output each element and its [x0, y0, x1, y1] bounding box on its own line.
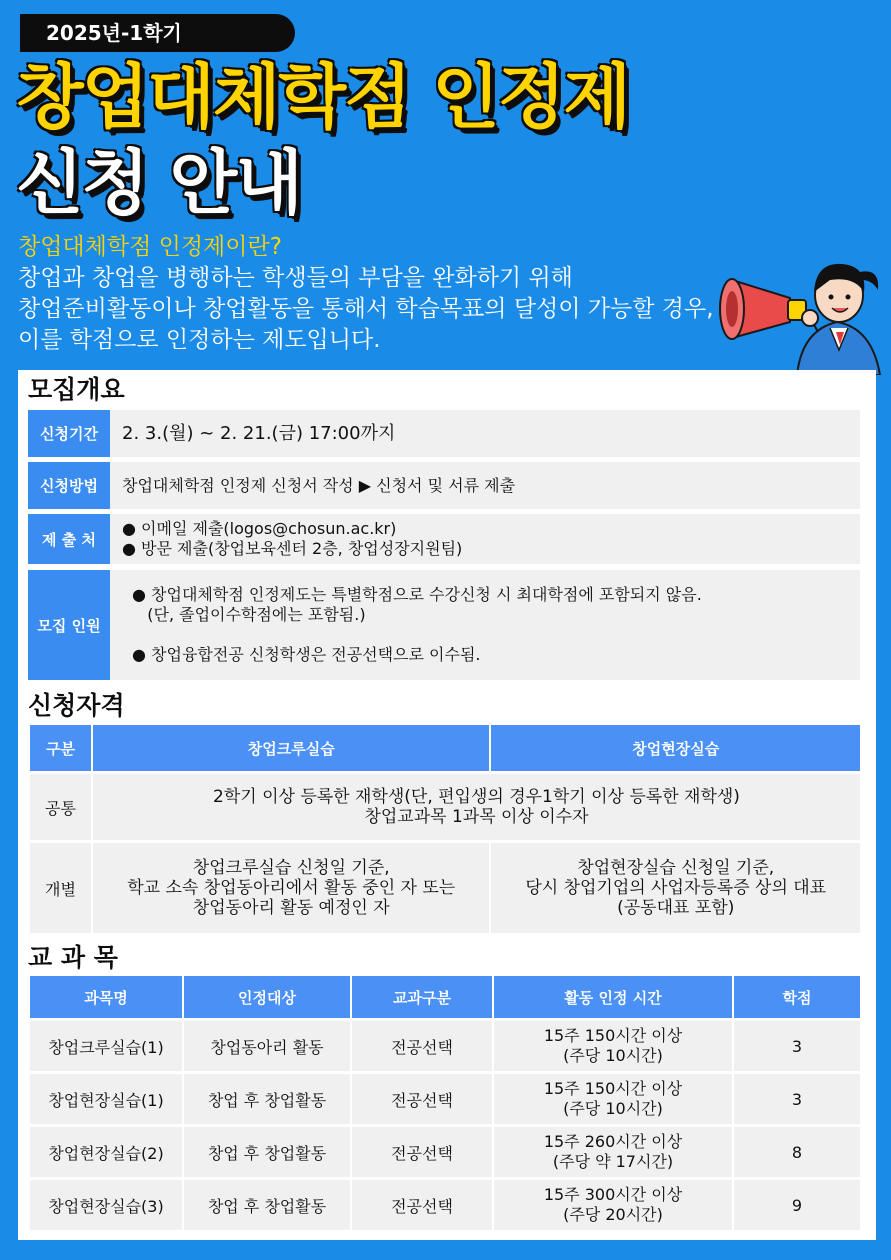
- recruit-text: 2. 3.(월) ~ 2. 21.(금) 17:00까지: [122, 422, 396, 444]
- course-name: 창업현장실습(1): [30, 1074, 182, 1124]
- cell-text: 15주 260시간 이상: [543, 1132, 683, 1151]
- recruit-row-label: 제 출 처: [28, 514, 110, 564]
- cell-text: 당시 창업기업의 사업자등록증 상의 대표: [525, 878, 827, 898]
- course-credit: 8: [734, 1127, 860, 1177]
- cell-text: (주당 10시간): [563, 1099, 663, 1118]
- recruit-row-period: [28, 410, 860, 457]
- intro-line: 창업준비활동이나 창업활동을 통해서 학습목표의 달성이 가능할 경우,: [18, 296, 714, 322]
- recruit-row-label: 모집 인원: [28, 570, 110, 680]
- field-requirement: [491, 843, 860, 933]
- table-row: [30, 1127, 860, 1177]
- table-header: 교과구분: [352, 976, 492, 1018]
- course-name: 창업현장실습(2): [30, 1127, 182, 1177]
- recruit-heading: 모집개요: [28, 375, 125, 404]
- table-header: 활동 인정 시간: [494, 976, 732, 1018]
- common-requirement: [93, 774, 860, 840]
- course-category: 전공선택: [352, 1074, 492, 1124]
- table-header: 인정대상: [184, 976, 350, 1018]
- recruit-row-value: [122, 514, 462, 564]
- course-name: 창업크루실습(1): [30, 1021, 182, 1071]
- page-title: 창업대체학점 인정제: [16, 56, 629, 138]
- page-subtitle: 신청 안내: [16, 142, 301, 224]
- course-hours: [494, 1180, 732, 1230]
- courses-heading: 교 과 목: [28, 943, 118, 972]
- recruit-row-submission: [28, 514, 860, 564]
- intro-line: 이를 학점으로 인정하는 제도입니다.: [18, 327, 381, 353]
- recruit-row-label: 신청방법: [28, 462, 110, 509]
- recruit-text: ● 이메일 제출(logos@chosun.ac.kr): [122, 519, 397, 538]
- course-category: 전공선택: [352, 1021, 492, 1071]
- row-label: 공통: [30, 774, 91, 840]
- cell-text: 15주 300시간 이상: [543, 1185, 683, 1204]
- recruit-row-capacity: [28, 570, 860, 680]
- cell-text: 2학기 이상 등록한 재학생(단, 편입생의 경우1학기 이상 등록한 재학생): [213, 787, 740, 807]
- course-target: 창업동아리 활동: [184, 1021, 350, 1071]
- course-hours: [494, 1021, 732, 1071]
- cell-text: 창업크루실습 신청일 기준,: [192, 858, 390, 878]
- table-row: [30, 1074, 860, 1124]
- recruit-text: ● 창업융합전공 신청학생은 전공선택으로 이수됨.: [132, 645, 481, 664]
- recruit-text: ● 창업대체학점 인정제도는 특별학점으로 수강신청 시 최대학점에 포함되지 않음.: [132, 585, 702, 604]
- row-label: 개별: [30, 843, 91, 933]
- cell-text: 15주 150시간 이상: [543, 1079, 683, 1098]
- cell-text: (주당 약 17시간): [552, 1152, 674, 1171]
- table-row: [30, 1021, 860, 1071]
- recruit-row-label: 신청기간: [28, 410, 110, 457]
- recruit-text: 창업대체학점 인정제 신청서 작성 ▶ 신청서 및 서류 제출: [122, 475, 516, 495]
- intro-question: 창업대체학점 인정제이란?: [18, 234, 282, 260]
- cell-text: 15주 150시간 이상: [543, 1026, 683, 1045]
- term-badge: 2025년-1학기: [20, 14, 295, 52]
- table-header: 구분: [30, 725, 91, 771]
- course-credit: 9: [734, 1180, 860, 1230]
- course-name: 창업현장실습(3): [30, 1180, 182, 1230]
- cell-text: 학교 소속 창업동아리에서 활동 중인 자 또는: [127, 878, 456, 898]
- cell-text: (주당 10시간): [563, 1046, 663, 1065]
- intro-line: 창업과 창업을 병행하는 학생들의 부담을 완화하기 위해: [18, 265, 573, 291]
- cell-text: (주당 20시간): [563, 1205, 663, 1224]
- course-category: 전공선택: [352, 1180, 492, 1230]
- course-target: 창업 후 창업활동: [184, 1074, 350, 1124]
- table-header: 창업크루실습: [93, 725, 489, 771]
- course-target: 창업 후 창업활동: [184, 1127, 350, 1177]
- course-hours: [494, 1074, 732, 1124]
- table-header: 학점: [734, 976, 860, 1018]
- table-header: 창업현장실습: [491, 725, 860, 771]
- table-row: [30, 1180, 860, 1230]
- cell-text: (공동대표 포함): [617, 898, 735, 918]
- courses-table: [28, 976, 862, 1230]
- recruit-row-value: [122, 410, 395, 457]
- cell-text: 창업현장실습 신청일 기준,: [577, 858, 775, 878]
- cell-text: 창업동아리 활동 예정인 자: [192, 898, 390, 918]
- recruit-text: (단, 졸업이수학점에는 포함됨.): [132, 605, 366, 624]
- eligibility-table: [28, 725, 862, 933]
- intro-section: [18, 232, 778, 356]
- course-category: 전공선택: [352, 1127, 492, 1177]
- course-hours: [494, 1127, 732, 1177]
- recruit-row-value: [122, 462, 515, 509]
- course-target: 창업 후 창업활동: [184, 1180, 350, 1230]
- table-row: [30, 774, 860, 840]
- megaphone-girl-illustration: [712, 250, 882, 375]
- recruit-text: [132, 625, 702, 645]
- cell-text: 창업교과목 1과목 이상 이수자: [364, 807, 589, 827]
- recruit-row-method: [28, 462, 860, 509]
- table-row: [30, 843, 860, 933]
- recruit-text: ● 방문 제출(창업보육센터 2층, 창업성장지원팀): [122, 539, 463, 558]
- recruit-row-value: [132, 570, 702, 680]
- course-credit: 3: [734, 1074, 860, 1124]
- eligibility-heading: 신청자격: [28, 691, 125, 720]
- table-header: 과목명: [30, 976, 182, 1018]
- course-credit: 3: [734, 1021, 860, 1071]
- crew-requirement: [93, 843, 489, 933]
- content-panel: [18, 370, 876, 1240]
